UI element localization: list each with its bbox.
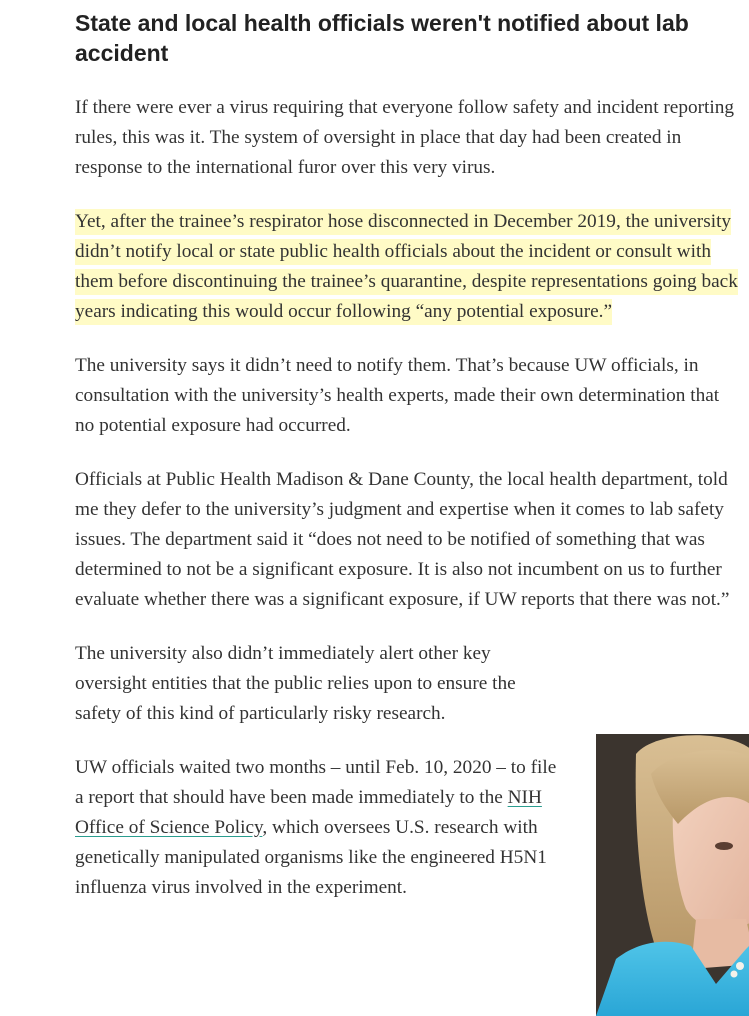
highlighted-text: Yet, after the trainee’s respirator hose disconnected in December 2019, the university didn’t notify local or state public health officials about the incident or consult with them before discontinuing the trainee’s quarantine, despite representations going back years indicating this would occur following “any potential exposure.” (75, 209, 738, 325)
paragraph-oversight-entities: The university also didn’t immediately alert other key oversight entities that the public relies upon to ensure the safety of this kind of particularly risky research. (75, 643, 516, 724)
portrait-photo (596, 734, 749, 1016)
paragraph-oversight-system: If there were ever a virus requiring that everyone follow safety and incident reporting rules, this was it. The system of oversight in place that day had been created in response to the international furor over this very virus. (75, 97, 735, 178)
portrait-illustration (596, 734, 749, 1016)
paragraph-nih-report (75, 753, 557, 903)
paragraph-highlighted-notification (75, 207, 743, 327)
paragraph-university-response: The university says it didn’t need to notify them. That’s because UW officials, in consultation with the university’s health experts, made their own determination that no potential exposure had occurred. (75, 355, 720, 436)
nih-report-text-after: , which oversees U.S. research with genetically manipulated organisms like the engineered H5N1 influenza virus involved in the experiment. (75, 817, 547, 898)
nih-report-text-before: UW officials waited two months – until Feb. 10, 2020 – to file a report that should have been made immediately to the (75, 757, 557, 808)
nih-office-link[interactable]: NIH Office of Science Policy (75, 787, 542, 838)
article-headline: State and local health officials weren't notified about lab accident (75, 10, 689, 66)
paragraph-public-health-madison: Officials at Public Health Madison & Dane County, the local health department, told me they defer to the university’s judgment and expertise when it comes to lab safety issues. The department said it “does not need to be notified of something that was determined to not be a significant exposure. It is also not incumbent on us to further evaluate whether there was a significant exposure, if UW reports that there was not.” (75, 469, 730, 610)
